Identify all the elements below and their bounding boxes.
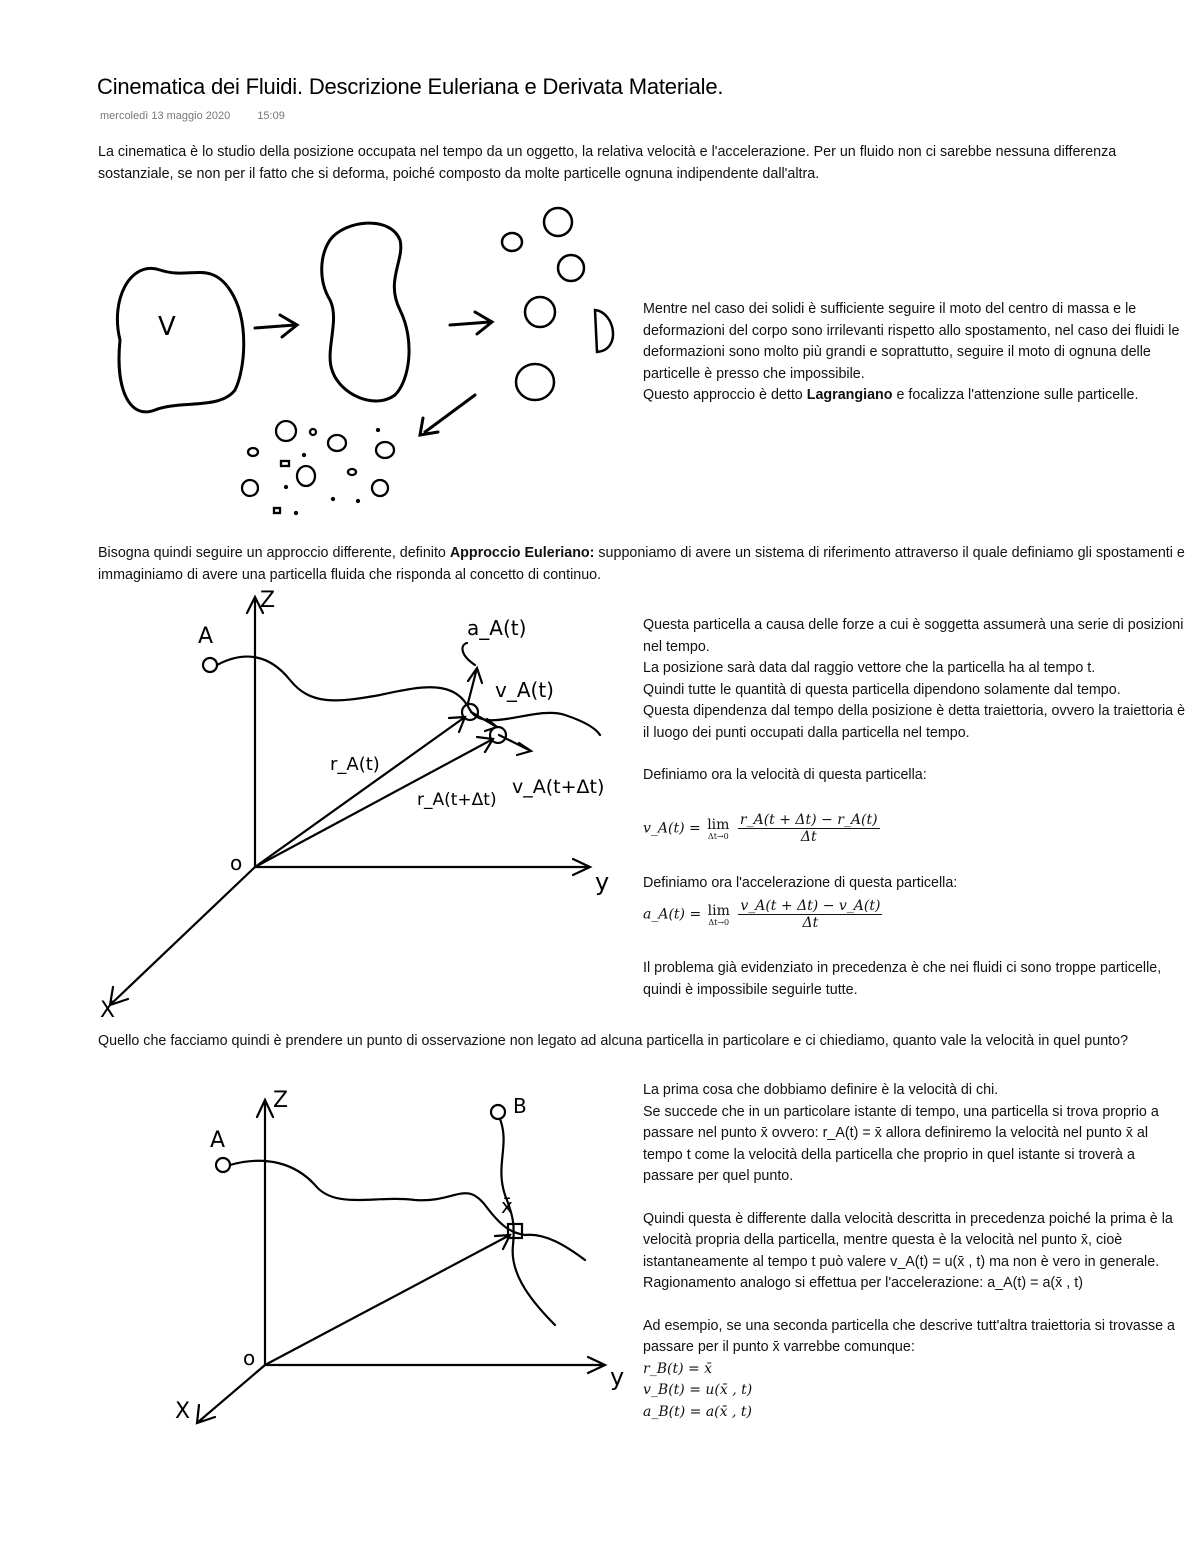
particle-line-3: Quindi tutte le quantità di questa particella dipendono solamente dal tempo.: [643, 681, 1121, 698]
eulerian-line-4: Ragionamento analogo si effettua per l'accelerazione: a_A(t) = a(x̄ , t): [643, 1275, 1083, 1291]
velocity-label: v_A(t): [495, 678, 554, 702]
x-axis: [197, 1365, 265, 1423]
equation-ab: a_B(t) = a(x̄ , t): [643, 1403, 752, 1420]
arrow-3: [420, 395, 475, 435]
z-axis: [257, 1100, 273, 1365]
start-point-a: [203, 658, 217, 672]
point-b-label: B: [513, 1094, 527, 1118]
arrow-2: [450, 312, 492, 334]
x-axis-label: X: [175, 1399, 191, 1424]
accel-label: a_A(t): [467, 616, 527, 640]
eulerian-paragraph: [643, 1080, 1188, 1423]
start-point-a: [216, 1158, 230, 1172]
eulerian-intro-paragraph: Bisogna quindi seguire un approccio differente, definito Approccio Euleriano: supponiamo di avere un sistema di riferimento attraverso il quale definiamo gli spostamenti e immaginiamo di avere una particella fluida che risponda al concetto di continuo.: [98, 545, 1185, 583]
page-date: mercoledì 13 maggio 2020: [100, 110, 231, 122]
eulerian-line-5: Ad esempio, se una seconda particella che descrive tutt'altra traiettoria si trovasse a passare per il punto x̄ varrebbe comunque:: [643, 1317, 1175, 1355]
acceleration-formula: a_A(t) = lim Δt→0 $\frac{v\_A(t + \Delta t) - v\_A(t)}{\Delta t}$: [643, 898, 881, 931]
y-axis: [265, 1357, 605, 1373]
x-axis: [110, 867, 255, 1005]
acceleration-vector: [468, 668, 482, 703]
problem-paragraph: Il problema già evidenziato in precedenza è che nei fluidi ci sono troppe particelle, quindi è impossibile seguirle tutte.: [643, 960, 1162, 998]
point-x-label: x̄: [501, 1194, 513, 1218]
particle-line-4: Questa dipendenza dal tempo della posizione è detta traiettoria, ovvero la traiettoria è il luogo dei punti occupati dalla particella nel tempo.: [643, 703, 1186, 741]
observation-paragraph: Quello che facciamo quindi è prendere un punto di osservazione non legato ad alcuna particella in particolare e ci chiediamo, quanto vale la velocità in quel punto?: [98, 1033, 1129, 1049]
radius-dt-label: r_A(t+Δt): [417, 790, 497, 810]
lagrangian-text: Mentre nel caso dei solidi è sufficiente seguire il moto del centro di massa e le deformazioni del corpo sono irrilevanti rispetto allo spostamento, nel caso dei fluidi le deformazioni sono molto più grandi e soprattutto, seguire il moto di ognuna delle particelle è presso che impossibile.: [643, 301, 1180, 382]
eulerian-line-3: Quindi questa è differente dalla velocità descritta in precedenza poiché la prima è la velocità propria della particella, mentre questa è la velocità nel punto x̄, cioè istantaneamente al tempo t può valere v_A(t) = u(x̄ , t) ma non è vero in generale.: [643, 1210, 1173, 1270]
blob-deformed: [322, 223, 409, 401]
equation-vb: v_B(t) = u(x̄ , t): [643, 1382, 753, 1398]
start-point-b: [491, 1105, 505, 1119]
page-time: 15:09: [257, 110, 285, 122]
y-axis: [255, 859, 590, 875]
intro-paragraph: La cinematica è lo studio della posizione occupata nel tempo da un oggetto, la relativa velocità e l'accelerazione. Per un fluido non ci sarebbe nessuna differenza sostanziale, se non per il fatto che si deforma, poiché composto da molte particelle ognuna indipendente dall'altra.: [98, 144, 1117, 182]
acceleration-intro: Definiamo ora l'accelerazione di questa particella:: [643, 875, 958, 891]
trajectory-a: [230, 1161, 585, 1260]
particle-line-2: La posizione sarà data dal raggio vettore che la particella ha al tempo t.: [643, 660, 1096, 676]
x-axis-label: X: [100, 998, 116, 1023]
position-vector: [265, 1235, 510, 1365]
radius-label: r_A(t): [330, 754, 380, 775]
lagrangian-paragraph: [643, 299, 1188, 407]
velocity-formula: v_A(t) = lim Δt→0 $\frac{r\_A(t + \Delta t) - r\_A(t)}{\Delta t}$: [643, 812, 878, 845]
z-axis-label: Z: [260, 588, 276, 613]
eulerian-line-2: Se succede che in un particolare istante di tempo, una particella si trova proprio a passare nel punto x̄ ovvero: r_A(t) = x̄ allora definiremo la velocità nel punto x̄ al tempo t come la velocità della particella che proprio in quel istante si troverà a passare per quel punto.: [643, 1103, 1159, 1184]
point-a-label: A: [210, 1128, 226, 1153]
blob-initial: [117, 268, 243, 411]
blob-label: V: [158, 312, 176, 342]
page-title: Cinematica dei Fluidi. Descrizione Euleriana e Derivata Materiale.: [97, 74, 724, 99]
origin-label: o: [243, 1346, 256, 1370]
point-a-label: A: [198, 624, 214, 649]
eulerian-line-1: La prima cosa che dobbiamo definire è la velocità di chi.: [643, 1082, 999, 1098]
y-axis-label: y: [595, 868, 610, 896]
origin-label: o: [230, 851, 243, 875]
accel-curl: [462, 643, 475, 665]
trajectory-b: [500, 1119, 555, 1325]
velocity-vector-dt: [499, 735, 531, 755]
particle-trajectory-diagram: [95, 585, 625, 1025]
eulerian-point-diagram: [165, 1085, 635, 1435]
lagrangian-term: Lagrangiano: [806, 387, 893, 403]
velocity-intro: Definiamo ora la velocità di questa particella:: [643, 767, 927, 783]
velocity-dt-label: v_A(t+Δt): [512, 776, 605, 798]
velocity-vector: [471, 712, 497, 731]
equation-rb: r_B(t) = x̄: [643, 1360, 713, 1377]
eulerian-term: Approccio Euleriano:: [449, 545, 595, 561]
particle-paragraph: [643, 615, 1188, 787]
z-axis-label: Z: [273, 1088, 289, 1113]
particle-line-1: Questa particella a causa delle forze a cui è soggetta assumerà una serie di posizioni nel tempo.: [643, 617, 1184, 655]
lagrangian-definition: Questo approccio è detto Lagrangiano e focalizza l'attenzione sulle particelle.: [643, 387, 1139, 403]
fluid-deformation-sketch: [100, 200, 640, 520]
z-axis: [247, 597, 263, 867]
arrow-1: [255, 315, 297, 337]
scattered-particles: [502, 208, 613, 400]
page-meta: [100, 110, 309, 122]
y-axis-label: y: [610, 1363, 625, 1391]
dispersed-particles: [242, 421, 394, 514]
